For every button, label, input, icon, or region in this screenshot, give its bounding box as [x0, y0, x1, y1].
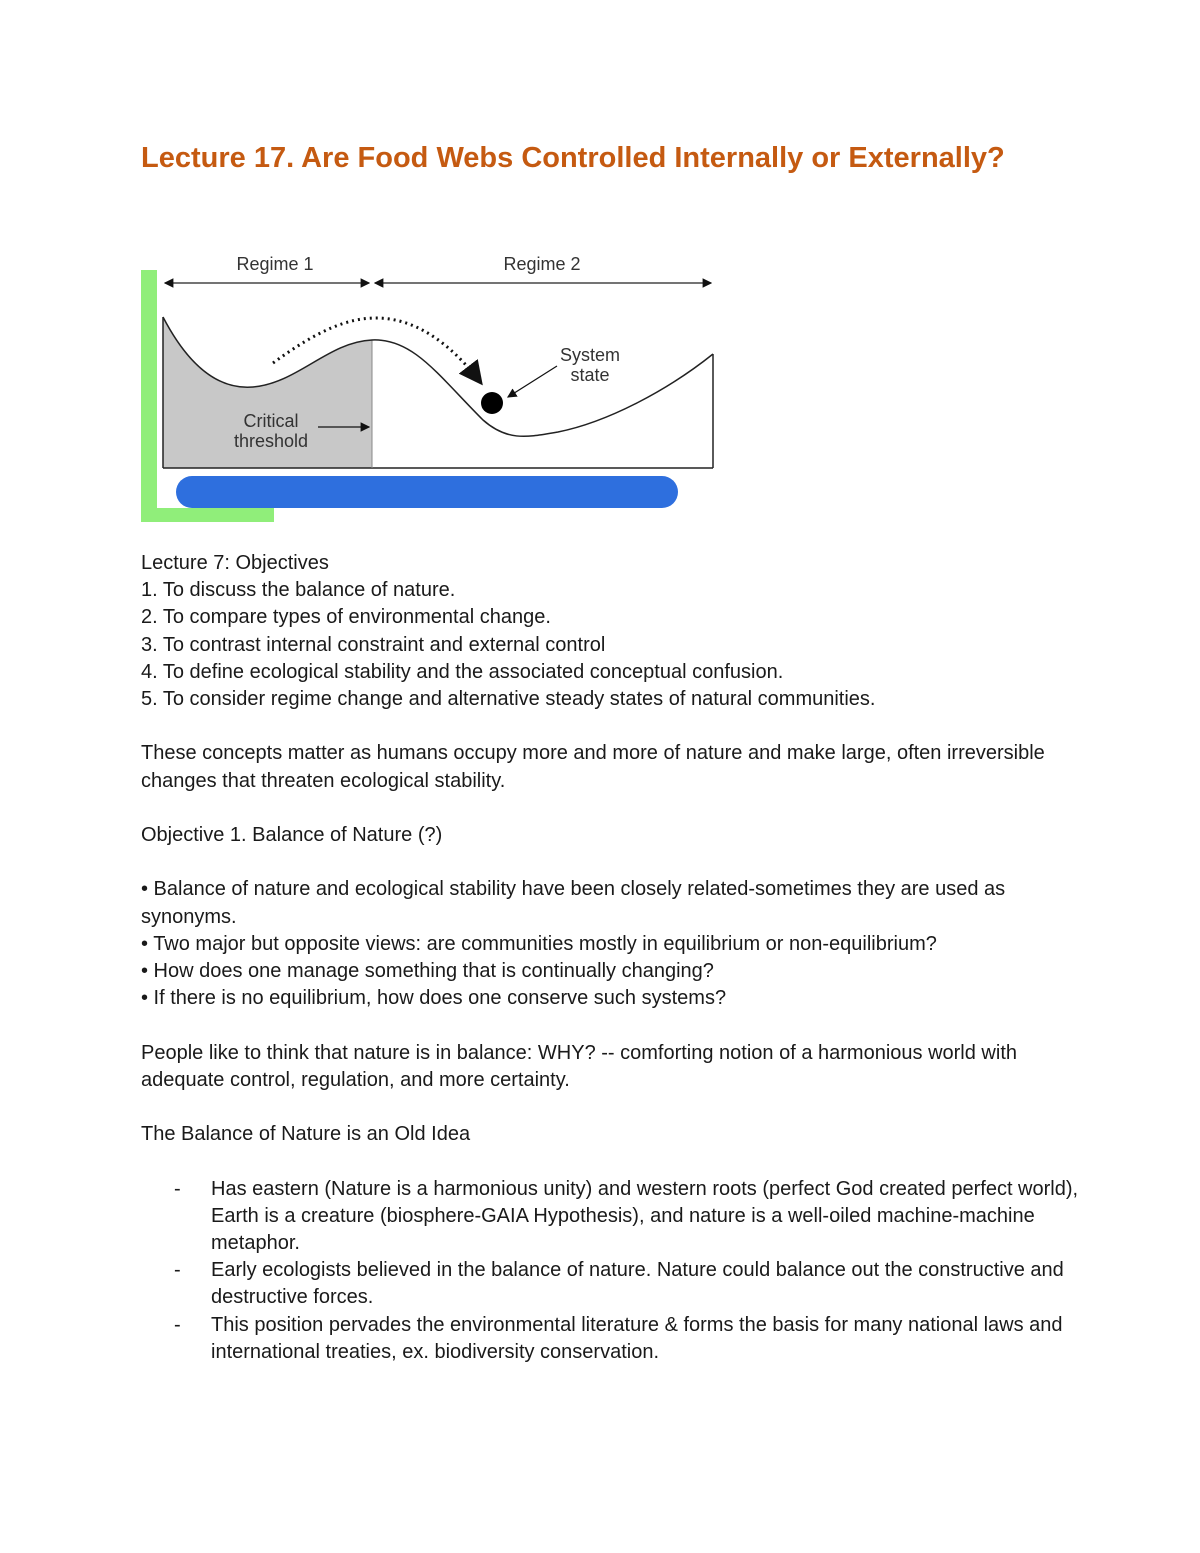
old-idea-list	[141, 1176, 1101, 1366]
system-state-ball	[481, 392, 503, 414]
system-state-label-1: System	[559, 345, 621, 365]
bullet-item: • How does one manage something that is continually changing?	[141, 960, 714, 982]
objective1-heading: Objective 1. Balance of Nature (?)	[141, 824, 443, 846]
green-bar-horizontal	[141, 508, 274, 522]
objectives-heading: Lecture 7: Objectives	[141, 552, 329, 574]
bullet-item: • If there is no equilibrium, how does one conserve such systems?	[141, 987, 727, 1010]
critical-threshold-label-2: threshold	[233, 431, 309, 451]
critical-threshold-label-1: Critical	[243, 411, 299, 431]
dash-marker: -	[174, 1177, 181, 1200]
bullet-item: • Two major but opposite views: are communities mostly in equilibrium or non-equilibrium?	[141, 932, 937, 955]
regime-diagram	[138, 250, 728, 526]
objective-item: 2. To compare types of environmental change.	[141, 606, 551, 629]
regime-shift-figure	[138, 250, 728, 526]
objective-item: 1. To discuss the balance of nature.	[141, 579, 456, 602]
dash-item-text: Has eastern (Nature is a harmonious unity) and western roots (perfect God created perfect world), Earth is a creature (biosphere-GAIA Hypothesis), and nature is a well-oiled machine-machine metaphor.	[211, 1177, 1079, 1254]
intro-paragraph: These concepts matter as humans occupy more and more of nature and make large, often irreversible changes that threaten ecological stability.	[141, 742, 1045, 792]
blue-bar	[176, 476, 678, 508]
objective-item: 5. To consider regime change and alternative steady states of natural communities.	[141, 688, 876, 711]
objective-item: 3. To contrast internal constraint and external control	[141, 633, 606, 656]
regime1-label: Regime 1	[236, 254, 314, 274]
people-paragraph: People like to think that nature is in balance: WHY? -- comforting notion of a harmonious world with adequate control, regulation, and more certainty.	[141, 1041, 1017, 1091]
objective-item: 4. To define ecological stability and the associated conceptual confusion.	[141, 660, 784, 683]
old-idea-heading: The Balance of Nature is an Old Idea	[141, 1123, 471, 1146]
document-body	[141, 550, 1101, 1366]
objective1-bullets	[141, 876, 1101, 1012]
dash-list-item	[141, 1257, 1101, 1311]
regime2-label: Regime 2	[503, 254, 581, 274]
page-title: Lecture 17. Are Food Webs Controlled Internally or Externally?	[141, 142, 1005, 174]
system-state-label-2: state	[570, 365, 610, 385]
dash-item-text: Early ecologists believed in the balance of nature. Nature could balance out the constructive and destructive forces.	[211, 1259, 1064, 1309]
green-bar-vertical	[141, 270, 157, 522]
objectives-list	[141, 577, 1101, 713]
bullet-item: • Balance of nature and ecological stability have been closely related-sometimes they are used as synonyms.	[141, 878, 1006, 928]
dash-list-item	[141, 1176, 1101, 1258]
dash-list-item	[141, 1312, 1101, 1366]
system-state-pointer	[508, 366, 557, 397]
dash-item-text: This position pervades the environmental literature & forms the basis for many national laws and international treaties, ex. biodiversity conservation.	[211, 1313, 1063, 1363]
dash-marker: -	[174, 1313, 181, 1336]
dash-marker: -	[174, 1259, 181, 1282]
